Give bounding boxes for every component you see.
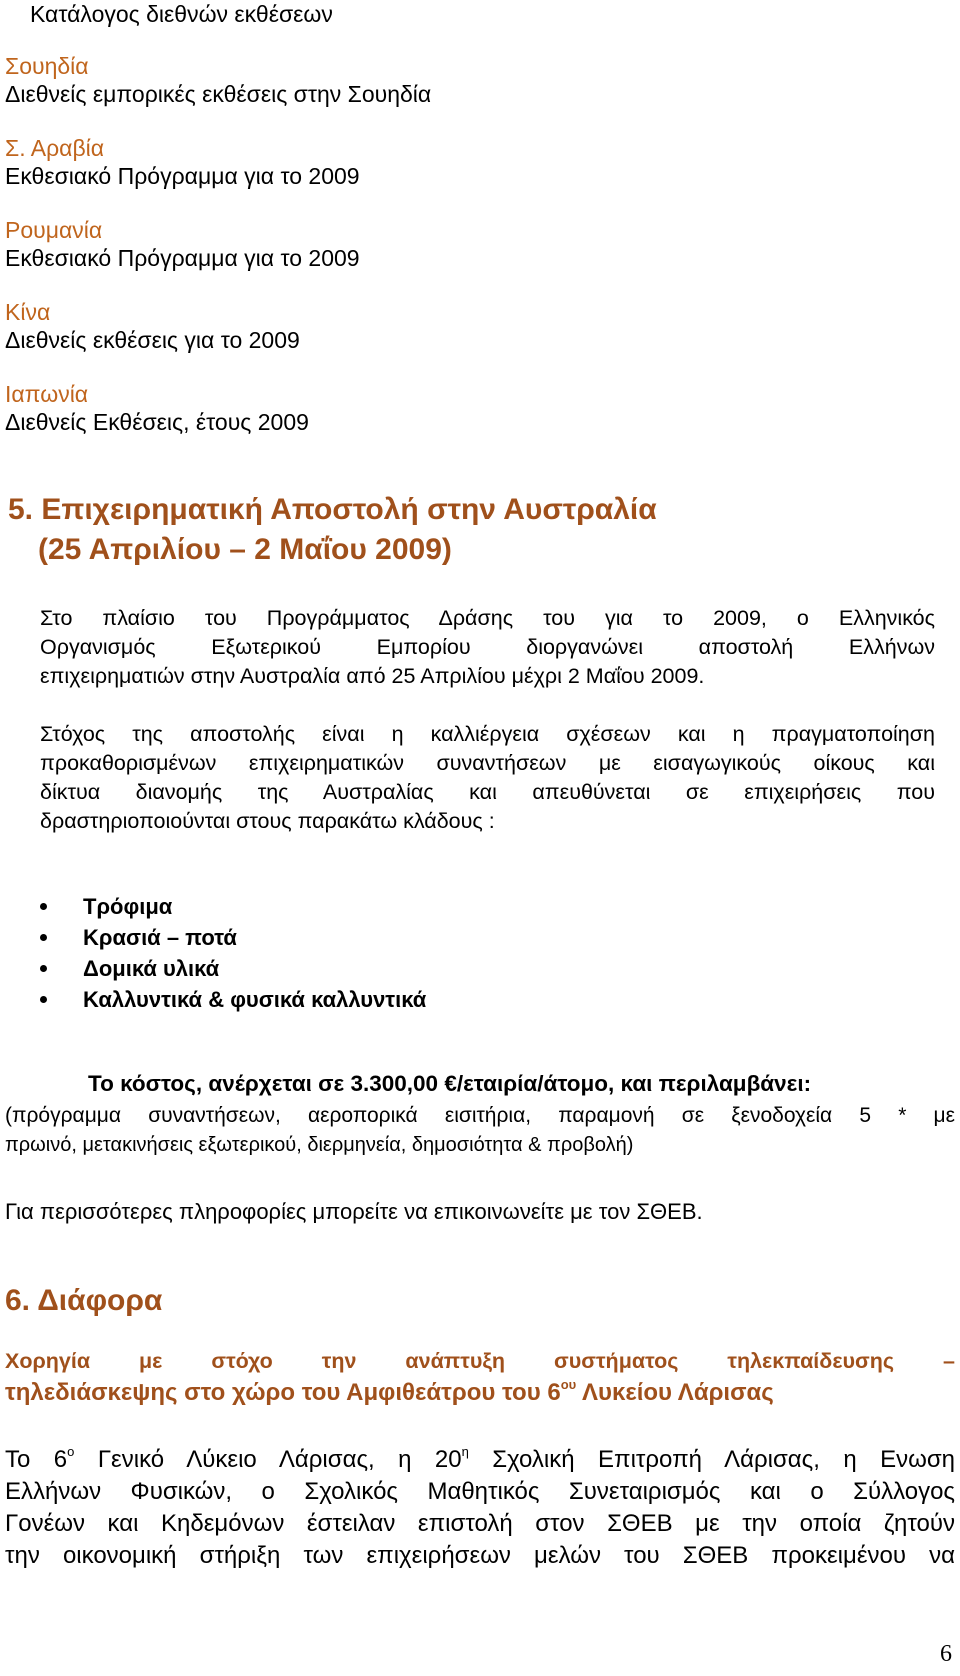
catalog-country-sweden[interactable]: Σουηδία	[5, 53, 89, 79]
section5-para2-line4: δραστηριοποιούνται στους παρακάτω κλάδους :	[40, 809, 495, 833]
subhead-text: Λυκείου Λάρισας	[576, 1379, 774, 1406]
para-superscript: ο	[67, 1444, 75, 1459]
para-text: Το 6	[5, 1446, 68, 1473]
sector-item	[40, 954, 219, 984]
section6-subhead-line2	[5, 1378, 774, 1408]
section6-para-line1	[5, 1444, 955, 1476]
sector-item	[40, 892, 172, 922]
sector-item	[40, 923, 237, 953]
section5-para1-line1: Στο πλαίσιο του Προγράμματος Δράσης του για το 2009, ο Ελληνικός	[40, 606, 935, 630]
page-number: 6	[940, 1641, 952, 1667]
section5-para2-line1: Στόχος της αποστολής είναι η καλλιέργεια σχέσεων και η πραγματοποίηση	[40, 722, 935, 746]
catalog-desc-sweden[interactable]: Διεθνείς εμπορικές εκθέσεις στην Σουηδία	[5, 81, 432, 107]
catalog-desc-china[interactable]: Διεθνείς εκθέσεις για το 2009	[5, 327, 300, 353]
cost-detail-line1: (πρόγραμμα συναντήσεων, αεροπορικά εισιτήρια, παραμονή σε ξενοδοχεία 5 * με	[5, 1104, 955, 1127]
sector-label: Κρασιά – ποτά	[83, 925, 237, 950]
catalog-country-romania[interactable]: Ρουμανία	[5, 217, 103, 243]
section5-heading-line1: 5. Επιχειρηματική Αποστολή στην Αυστραλία	[8, 493, 657, 526]
bullet-icon	[40, 903, 47, 910]
section5-heading-line2: (25 Απριλίου – 2 Μαΐου 2009)	[38, 533, 452, 566]
catalog-country-saudi-arabia[interactable]: Σ. Αραβία	[5, 135, 105, 161]
catalog-country-japan[interactable]: Ιαπωνία	[5, 381, 89, 407]
bullet-icon	[40, 934, 47, 941]
para-text: Γενικό Λύκειο Λάρισας, η 20	[74, 1446, 462, 1473]
section6-subhead-line1: Χορηγία με στόχο την ανάπτυξη συστήματος τηλεκπαίδευσης –	[5, 1349, 955, 1373]
catalog-desc-saudi-arabia[interactable]: Εκθεσιακό Πρόγραμμα για το 2009	[5, 163, 360, 189]
cost-line: Το κόστος, ανέρχεται σε 3.300,00 €/εταιρία/άτομο, και περιλαμβάνει:	[88, 1071, 812, 1096]
section6-para-line2: Ελλήνων Φυσικών, ο Σχολικός Μαθητικός Συνεταιρισμός και ο Σύλλογος	[5, 1478, 955, 1505]
bullet-icon	[40, 965, 47, 972]
catalog-desc-romania[interactable]: Εκθεσιακό Πρόγραμμα για το 2009	[5, 245, 360, 271]
catalog-desc-japan[interactable]: Διεθνείς Εκθέσεις, έτους 2009	[5, 409, 309, 435]
section5-para2-line2: προκαθορισμένων επιχειρηματικών συναντήσεων με εισαγωγικούς οίκους και	[40, 751, 935, 775]
section6-para-line4: την οικονομική στήριξη των επιχειρήσεων μελών του ΣΘΕΒ προκειμένου να	[5, 1542, 955, 1569]
para-superscript: η	[461, 1444, 469, 1459]
sector-label: Καλλυντικά & φυσικά καλλυντικά	[83, 987, 427, 1012]
contact-line: Για περισσότερες πληροφορίες μπορείτε να επικοινωνείτε με τον ΣΘΕΒ.	[5, 1199, 703, 1224]
sector-label: Τρόφιμα	[83, 894, 173, 919]
section6-heading: 6. Διάφορα	[5, 1284, 163, 1317]
bullet-icon	[40, 996, 47, 1003]
section5-para1-line3: επιχειρηματιών στην Αυστραλία από 25 Απριλίου μέχρι 2 Μαΐου 2009.	[40, 664, 705, 688]
catalog-country-china[interactable]: Κίνα	[5, 299, 51, 325]
subhead-text: τηλεδιάσκεψης στο χώρο του Αμφιθεάτρου του 6	[5, 1379, 561, 1406]
section5-para2-line3: δίκτυα διανομής της Αυστραλίας και απευθύνεται σε επιχειρήσεις που	[40, 780, 935, 804]
para-text: Σχολική Επιτροπή Λάρισας, η Ενωση	[468, 1446, 955, 1473]
catalog-title: Κατάλογος διεθνών εκθέσεων	[30, 1, 333, 27]
section5-para1-line2: Οργανισμός Εξωτερικού Εμπορίου διοργανώνει αποστολή Ελλήνων	[40, 635, 935, 659]
subhead-superscript: ου	[560, 1377, 577, 1392]
section6-para-line3: Γονέων και Κηδεμόνων έστειλαν επιστολή στον ΣΘΕΒ με την οποία ζητούν	[5, 1510, 955, 1537]
sector-label: Δομικά υλικά	[83, 956, 220, 981]
sector-item	[40, 985, 426, 1015]
cost-detail-line2: πρωινό, μετακινήσεις εξωτερικού, διερμηνεία, δημοσιότητα & προβολή)	[5, 1134, 634, 1156]
